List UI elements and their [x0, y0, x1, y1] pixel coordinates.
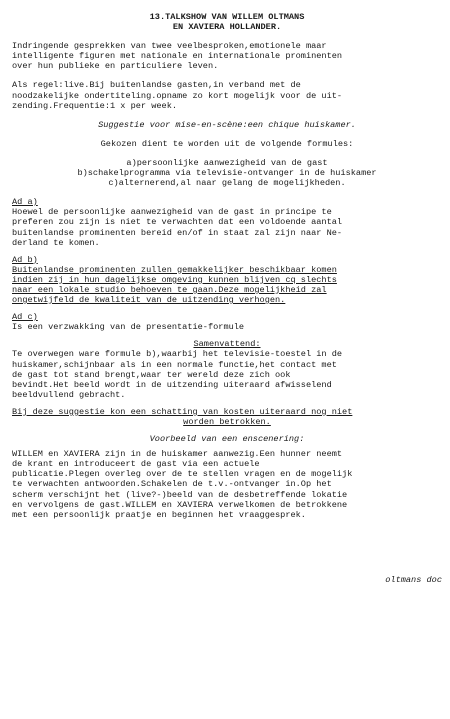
rule-line: Als regel:live.Bij buitenlandse gasten,in verband met de [12, 80, 301, 91]
cost-line: worden betrokken. [183, 417, 271, 427]
example-line: de krant en introduceert de gast via een actuele [12, 459, 260, 470]
summary-line: huiskamer,schijnbaar als in een normale functie,het contact met [12, 359, 337, 370]
section-line: Is een verzwakking van de presentatie-formule [12, 322, 245, 333]
example-line: WILLEM en XAVIERA zijn in de huiskamer aanwezig.Een hunner neemt [12, 449, 343, 460]
section-line: naar een lokale studio behoeven te gaan.Deze mogelijkheid zal [12, 284, 327, 295]
document-page [12, 12, 442, 520]
rule-line: zending.Frequentie:1 x per week. [12, 100, 178, 111]
cost-line: Bij deze suggestie kon een schatting van kosten uiteraard nog niet [12, 406, 353, 417]
summary-line: Te overwegen ware formule b),waarbij het televisie-toestel in de [12, 349, 343, 360]
section-line: indien zij in hun dagelijkse omgeving kunnen blijven cq slechts [12, 274, 337, 285]
section-heading: Ad c) [12, 312, 38, 323]
example-line: met een persoonlijk praatje en beginnen het vraaggesprek. [12, 509, 306, 520]
choose-line: Gekozen dient te worden uit de volgende formules: [100, 138, 354, 149]
document-subtitle: EN XAVIERA HOLLANDER. [172, 22, 282, 33]
section-line: derland te komen. [12, 237, 100, 248]
summary-line: bevindt.Het beeld wordt in de uitzending uiteraard afwisselend [12, 379, 332, 390]
summary-heading: Samenvattend: [193, 339, 261, 350]
example-heading: Voorbeeld van een enscenering: [149, 434, 305, 445]
section-line: Hoewel de persoonlijke aanwezigheid van de gast in principe te [12, 207, 332, 218]
intro-line: Indringende gesprekken van twee veelbesproken,emotionele maar [12, 41, 327, 52]
section-line: Buitenlandse prominenten zullen gemakkelijker beschikbaar komen [12, 264, 337, 275]
signature: oltmans doc [385, 575, 442, 585]
example-line: en vervolgens de gast.WILLEM en XAVIERA verwelkomen de betrokkene [12, 499, 348, 510]
summary-line: de gast tot stand brengt,waar ter wereld deze zich ook [12, 369, 291, 380]
rule-line: noodzakelijke ondertiteling.opname zo kort mogelijk voor de uit- [12, 90, 343, 101]
document-title: 13.TALKSHOW VAN WILLEM OLTMANS [149, 12, 305, 22]
formula-item: b)schakelprogramma via televisie-ontvanger in de huiskamer [77, 168, 377, 179]
section-line: preferen zou zijn is niet te verwachten dat een voldoende aantal [12, 217, 343, 228]
section-heading: Ad a) [12, 197, 38, 208]
section-line: buitenlandse prominenten bereid en/of in staat zal zijn naar Ne- [12, 227, 343, 238]
suggestion-line: Suggestie voor mise-en-scène:een chique huiskamer. [98, 119, 356, 130]
summary-line: beeldvullend gebracht. [12, 389, 126, 400]
example-line: publicatie.Plegen overleg over de te stellen vragen en de mogelijk [12, 469, 353, 480]
formula-item: c)alternerend,al naar gelang de mogelijkheden. [108, 178, 346, 189]
intro-line: over hun publieke en particuliere leven. [12, 61, 219, 72]
example-line: scherm verschijnt het (live?-)beeld van de desbetreffende lokatie [12, 489, 348, 500]
intro-line: intelligente figuren met nationale en internationale prominenten [12, 51, 343, 62]
formula-item: a)persoonlijke aanwezigheid van de gast [126, 157, 328, 168]
section-line: ongetwijfeld de kwaliteit van de uitzending verhogen. [12, 295, 286, 306]
section-heading: Ad b) [12, 254, 38, 265]
example-line: te verwachten antwoorden.Schakelen de t.v.-ontvanger in.Op het [12, 479, 332, 490]
